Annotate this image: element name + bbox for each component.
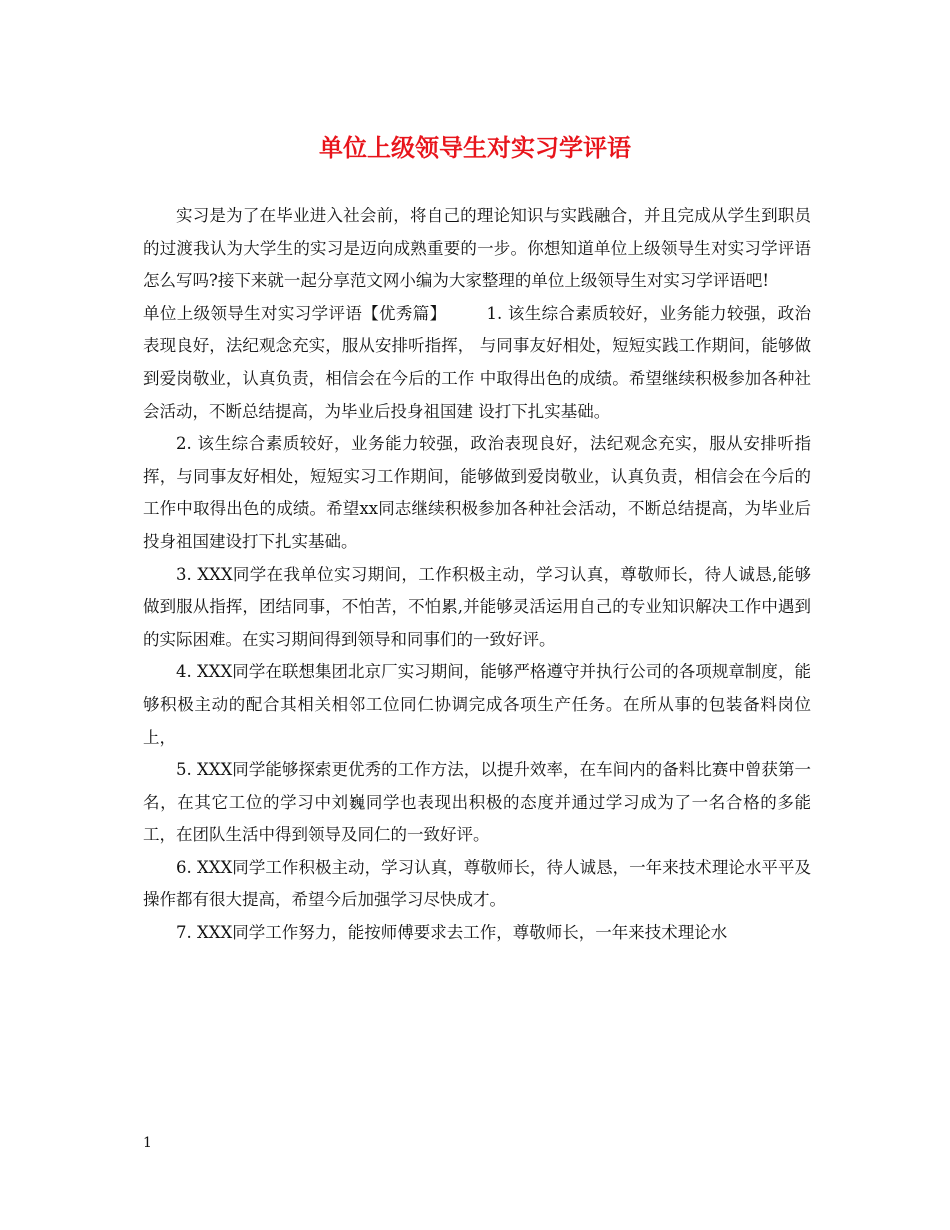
intro-paragraph: 实习是为了在毕业进入社会前，将自己的理论知识与实践融合，并且完成从学生到职员的过渡我认为大学生的实习是迈向成熟重要的一步。你想知道单位上级领导生对实习学评语怎么写吗?接下来就一起分享范文网小编为大家整理的单位上级领导生对实习学评语吧! [143,206,811,291]
section-paragraph [143,298,811,428]
evaluation-item-7: 7. XXX同学工作努力，能按师傅要求去工作，尊敬师长，一年来技术理论水 [176,923,728,943]
section-heading: 单位上级领导生对实习学评语【优秀篇】 [143,303,447,323]
evaluation-item-4: 4. XXX同学在联想集团北京厂实习期间，能够严格遵守并执行公司的各项规章制度，能够积极主动的配合其相关相邻工位同仁协调完成各项生产任务。在所从事的包装备料岗位上， [143,662,811,747]
evaluation-item-3: 3. XXX同学在我单位实习期间，工作积极主动，学习认真，尊敬师长，待人诚恳,能够做到服从指挥，团结同事，不怕苦，不怕累,并能够灵活运用自己的专业知识解决工作中遇到的实际困难。在实习期间得到领导和同事们的一致好评。 [143,564,811,649]
document-title: 单位上级领导生对实习学评语 [319,133,631,162]
evaluation-item-1: 1. 该生综合素质较好，业务能力较强，政治表现良好，法纪观念充实，服从安排听指挥， 与同事友好相处，短短实践工作期间，能够做到爱岗敬业，认真负责，相信会在今后的工作 中取得出色的成绩。希望继续积极参加各种社会活动，不断总结提高，为毕业后投身祖国建 设打下扎实基础。 [143,303,811,421]
evaluation-item-2: 2. 该生综合素质较好，业务能力较强，政治表现良好，法纪观念充实，服从安排听指挥，与同事友好相处，短短实习工作期间，能够做到爱岗敬业，认真负责，相信会在今后的工作中取得出色的成绩。希望xx同志继续积极参加各种社会活动，不断总结提高，为毕业后投身祖国建设打下扎实基础。 [143,434,811,551]
document-body [143,200,811,950]
page-number: 1 [143,1135,152,1151]
evaluation-item-5: 5. XXX同学能够探索更优秀的工作方法，以提升效率，在车间内的备料比赛中曾获第一名，在其它工位的学习中刘巍同学也表现出积极的态度并通过学习成为了一名合格的多能工，在团队生活中得到领导及同仁的一致好评。 [143,760,811,845]
evaluation-item-6: 6. XXX同学工作积极主动，学习认真，尊敬师长，待人诚恳，一年来技术理论水平平及操作都有很大提高，希望今后加强学习尽快成才。 [143,857,811,910]
